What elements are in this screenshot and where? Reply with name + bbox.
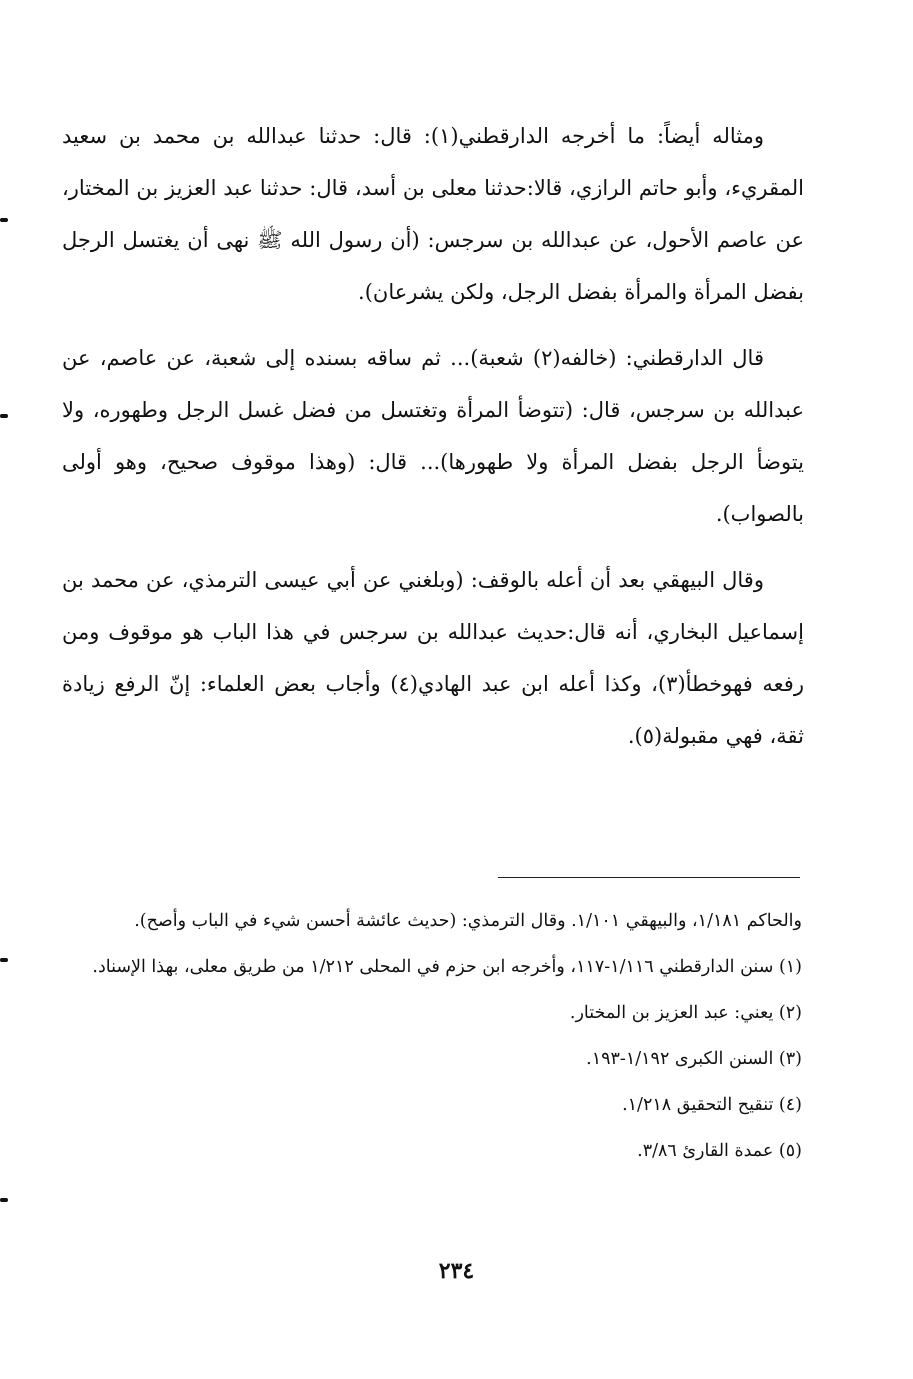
scan-mark <box>0 414 8 418</box>
paragraph-bayhaqi-comment: وقال البيهقي بعد أن أعله بالوقف: (وبلغني عن أبي عيسى الترمذي، عن محمد بن إسماعيل البخاري، أنه قال:حديث عبدالله بن سرجس في هذا الباب هو موقوف ومن رفعه فهوخطأ(٣)، وكذا أعله ابن عبد الهادي(٤) وأجاب بعض العلماء: إنّ الرفع زيادة ثقة، فهي مقبولة(٥). <box>62 568 804 748</box>
paragraph-example-daraqutni: ومثاله أيضاً: ما أخرجه الدارقطني(١): قال: حدثنا عبدالله بن محمد بن سعيد المقريء، وأبو حاتم الرازي، قالا:حدثنا معلى بن أسد، قال: حدثنا عبد العزيز بن المختار، عن عاصم الأحول، عن عبدالله بن سرجس: (أن رسول الله ﷺ نهى أن يغتسل الرجل بفضل المرأة والمرأة بفضل الرجل، ولكن يشرعان). <box>62 124 804 304</box>
footnote-1: (١) سنن الدارقطني ١/١١٦-١١٧، وأخرجه ابن حزم في المحلى ١/٢١٢ من طريق معلى، بهذا الإسناد. <box>92 957 802 977</box>
footnote-3: (٣) السنن الكبرى ١/١٩٢-١٩٣. <box>586 1049 802 1069</box>
scan-mark <box>0 958 8 962</box>
scan-mark <box>0 1198 8 1202</box>
footnote-4: (٤) تنقيح التحقيق ١/٢١٨. <box>622 1095 802 1115</box>
footnote-2: (٢) يعني: عبد العزيز بن المختار. <box>569 1003 802 1023</box>
page-number: ٢٣٤ <box>438 1258 475 1284</box>
scan-mark <box>0 218 8 222</box>
footnote-continued: والحاكم ١/١٨١، والبيهقي ١/١٠١. وقال الترمذي: (حديث عائشة أحسن شيء في الباب وأصح). <box>134 911 802 931</box>
footnote-separator <box>498 877 800 878</box>
main-text <box>62 110 804 776</box>
footnote-5: (٥) عمدة القارئ ٣/٨٦. <box>637 1141 802 1161</box>
paragraph-daraqutni-comment: قال الدارقطني: (خالفه(٢) شعبة)... ثم ساقه بسنده إلى شعبة، عن عاصم، عن عبدالله بن سرجس، قال: (تتوضأ المرأة وتغتسل من فضل غسل الرجل وطهوره، ولا يتوضأ الرجل بفضل المرأة ولا طهورها)... قال: (وهذا موقوف صحيح، وهو أولى بالصواب). <box>62 346 804 526</box>
footnotes <box>58 898 802 1174</box>
